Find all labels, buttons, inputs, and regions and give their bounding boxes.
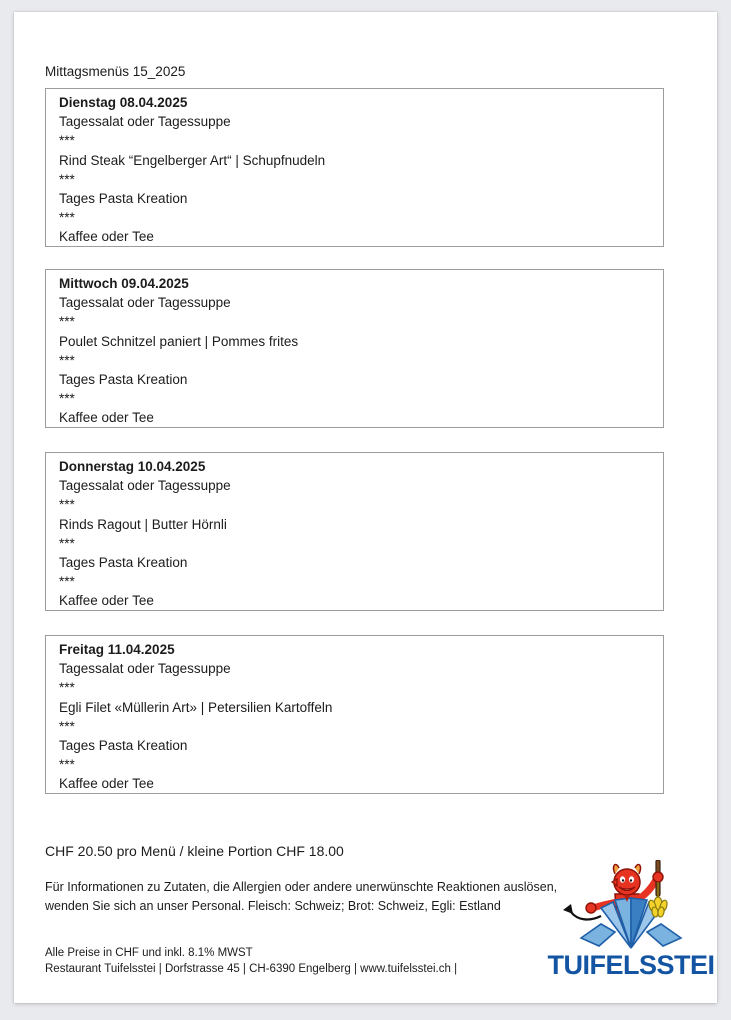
- menu-line: Kaffee oder Tee: [59, 593, 154, 609]
- menu-line: Tages Pasta Kreation: [59, 738, 188, 754]
- menu-separator: ***: [59, 757, 75, 773]
- document-title: Mittagsmenüs 15_2025: [45, 64, 186, 79]
- menu-line: Poulet Schnitzel paniert | Pommes frites: [59, 333, 299, 349]
- menu-card-mittwoch: [45, 269, 664, 428]
- menu-card-dienstag: [45, 88, 664, 247]
- menu-separator: ***: [59, 718, 75, 734]
- footer-address-line: Restaurant Tuifelsstei | Dorfstrasse 45 | CH-6390 Engelberg | www.tuifelsstei.ch |: [45, 962, 458, 975]
- menu-separator: ***: [59, 535, 75, 551]
- menu-line: Tages Pasta Kreation: [59, 372, 188, 388]
- menu-day-header: Mittwoch 09.04.2025: [59, 276, 189, 291]
- menu-line: Rind Steak “Engelberger Art“ | Schupfnudeln: [59, 152, 326, 168]
- menu-line: Tages Pasta Kreation: [59, 191, 188, 207]
- menu-separator: ***: [59, 133, 75, 149]
- menu-line: Tagessalat oder Tagessuppe: [59, 295, 231, 311]
- menu-separator: ***: [59, 680, 75, 696]
- logo-wordmark: TUIFELSSTEI: [547, 950, 715, 980]
- allergy-note-line2: wenden Sie sich an unser Personal. Fleisch: Schweiz; Brot: Schweiz, Egli: Estland: [45, 898, 501, 913]
- tuifelsstei-logo: [535, 860, 727, 979]
- menu-line: Tagessalat oder Tagessuppe: [59, 114, 231, 130]
- menu-day-header: Donnerstag 10.04.2025: [59, 459, 206, 474]
- allergy-note-line1: Für Informationen zu Zutaten, die Allergien oder andere unerwünschte Reaktionen auslösen,: [45, 880, 558, 894]
- menu-separator: ***: [59, 210, 75, 226]
- menu-card-freitag: [45, 635, 664, 794]
- menu-separator: ***: [59, 352, 75, 368]
- menu-line: Egli Filet «Müllerin Art» | Petersilien Kartoffeln: [59, 699, 333, 715]
- menu-separator: ***: [59, 171, 75, 187]
- menu-card-donnerstag: [45, 452, 664, 611]
- menu-line: Kaffee oder Tee: [59, 229, 154, 245]
- menu-separator: ***: [59, 314, 75, 330]
- footer-prices-line: Alle Preise in CHF und inkl. 8.1% MWST: [45, 947, 253, 959]
- document-page: [14, 12, 717, 1003]
- price-line: CHF 20.50 pro Menü / kleine Portion CHF 18.00: [45, 843, 344, 859]
- menu-day-header: Freitag 11.04.2025: [59, 642, 175, 657]
- menu-day-header: Dienstag 08.04.2025: [59, 95, 188, 110]
- menu-line: Kaffee oder Tee: [59, 410, 154, 426]
- menu-line: Tagessalat oder Tagessuppe: [59, 661, 231, 677]
- menu-separator: ***: [59, 391, 75, 407]
- menu-line: Tages Pasta Kreation: [59, 555, 188, 571]
- menu-separator: ***: [59, 574, 75, 590]
- menu-line: Tagessalat oder Tagessuppe: [59, 478, 231, 494]
- devil-crystal-icon: [561, 860, 701, 950]
- allergy-note: [45, 878, 557, 915]
- footer-note: [45, 946, 457, 977]
- menu-line: Kaffee oder Tee: [59, 776, 154, 792]
- menu-separator: ***: [59, 497, 75, 513]
- menu-line: Rinds Ragout | Butter Hörnli: [59, 516, 227, 532]
